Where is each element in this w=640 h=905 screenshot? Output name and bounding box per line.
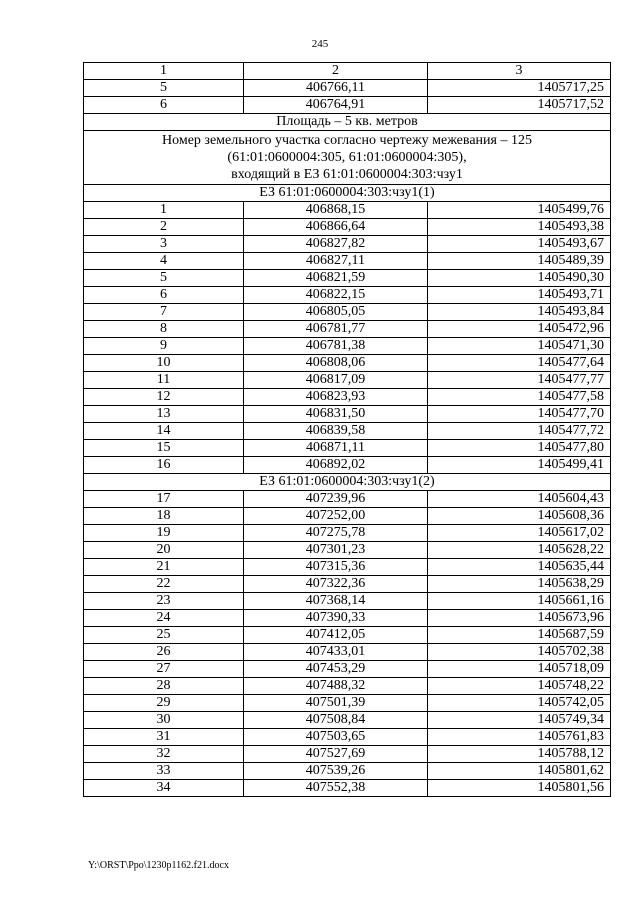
- point-number-cell: 5: [84, 270, 244, 287]
- x-coordinate-cell: 406831,50: [244, 406, 428, 423]
- table-row: [84, 389, 611, 406]
- parcel-description-row: [84, 131, 611, 185]
- y-coordinate-cell: 1405638,29: [428, 576, 611, 593]
- point-number-cell: 2: [84, 219, 244, 236]
- header-row: [84, 63, 611, 80]
- x-coordinate-cell: 407501,39: [244, 695, 428, 712]
- x-coordinate-cell: 406827,11: [244, 253, 428, 270]
- x-coordinate-cell: 407453,29: [244, 661, 428, 678]
- area-text: Площадь – 5 кв. метров: [84, 114, 611, 131]
- table-row: [84, 491, 611, 508]
- page-number: 245: [311, 38, 329, 50]
- point-number-cell: 16: [84, 457, 244, 474]
- point-number-cell: 27: [84, 661, 244, 678]
- x-coordinate-cell: 407252,00: [244, 508, 428, 525]
- x-coordinate-cell: 406764,91: [244, 97, 428, 114]
- x-coordinate-cell: 407412,05: [244, 627, 428, 644]
- y-coordinate-cell: 1405718,09: [428, 661, 611, 678]
- table-row: [84, 457, 611, 474]
- table-row: [84, 304, 611, 321]
- section-title: ЕЗ 61:01:0600004:303:чзу1(1): [84, 185, 611, 202]
- x-coordinate-cell: 406781,38: [244, 338, 428, 355]
- y-coordinate-cell: 1405717,25: [428, 80, 611, 97]
- parcel-description-line: входящий в ЕЗ 61:01:0600004:303:чзу1: [231, 167, 463, 182]
- table-row: [84, 729, 611, 746]
- y-coordinate-cell: 1405490,30: [428, 270, 611, 287]
- point-number-cell: 10: [84, 355, 244, 372]
- table-row: [84, 661, 611, 678]
- x-coordinate-cell: 406827,82: [244, 236, 428, 253]
- header-cell-y: 3: [428, 63, 611, 80]
- point-number-cell: 30: [84, 712, 244, 729]
- y-coordinate-cell: 1405801,56: [428, 780, 611, 797]
- point-number-cell: 32: [84, 746, 244, 763]
- section-title-row: [84, 474, 611, 491]
- y-coordinate-cell: 1405801,62: [428, 763, 611, 780]
- y-coordinate-cell: 1405604,43: [428, 491, 611, 508]
- y-coordinate-cell: 1405748,22: [428, 678, 611, 695]
- table-row: [84, 712, 611, 729]
- point-number-cell: 34: [84, 780, 244, 797]
- x-coordinate-cell: 407275,78: [244, 525, 428, 542]
- file-path-footer: Y:\ORST\Ppo\1230p1162.f21.docx: [88, 860, 229, 871]
- point-number-cell: 8: [84, 321, 244, 338]
- y-coordinate-cell: 1405477,72: [428, 423, 611, 440]
- y-coordinate-cell: 1405628,22: [428, 542, 611, 559]
- parcel-description: [84, 131, 611, 185]
- x-coordinate-cell: 407433,01: [244, 644, 428, 661]
- x-coordinate-cell: 407322,36: [244, 576, 428, 593]
- point-number-cell: 11: [84, 372, 244, 389]
- table-row: [84, 97, 611, 114]
- y-coordinate-cell: 1405477,70: [428, 406, 611, 423]
- point-number-cell: 6: [84, 97, 244, 114]
- y-coordinate-cell: 1405471,30: [428, 338, 611, 355]
- point-number-cell: 33: [84, 763, 244, 780]
- y-coordinate-cell: 1405717,52: [428, 97, 611, 114]
- x-coordinate-cell: 406839,58: [244, 423, 428, 440]
- y-coordinate-cell: 1405617,02: [428, 525, 611, 542]
- point-number-cell: 18: [84, 508, 244, 525]
- point-number-cell: 31: [84, 729, 244, 746]
- y-coordinate-cell: 1405499,41: [428, 457, 611, 474]
- section-title: ЕЗ 61:01:0600004:303:чзу1(2): [84, 474, 611, 491]
- y-coordinate-cell: 1405687,59: [428, 627, 611, 644]
- y-coordinate-cell: 1405477,80: [428, 440, 611, 457]
- y-coordinate-cell: 1405493,71: [428, 287, 611, 304]
- x-coordinate-cell: 407503,65: [244, 729, 428, 746]
- point-number-cell: 13: [84, 406, 244, 423]
- table-row: [84, 338, 611, 355]
- x-coordinate-cell: 407508,84: [244, 712, 428, 729]
- table-row: [84, 406, 611, 423]
- y-coordinate-cell: 1405477,77: [428, 372, 611, 389]
- table-row: [84, 287, 611, 304]
- x-coordinate-cell: 406781,77: [244, 321, 428, 338]
- point-number-cell: 19: [84, 525, 244, 542]
- point-number-cell: 25: [84, 627, 244, 644]
- y-coordinate-cell: 1405493,84: [428, 304, 611, 321]
- point-number-cell: 24: [84, 610, 244, 627]
- x-coordinate-cell: 407527,69: [244, 746, 428, 763]
- point-number-cell: 14: [84, 423, 244, 440]
- x-coordinate-cell: 407315,36: [244, 559, 428, 576]
- point-number-cell: 23: [84, 593, 244, 610]
- point-number-cell: 26: [84, 644, 244, 661]
- area-text-row: [84, 114, 611, 131]
- section-title-row: [84, 185, 611, 202]
- table-row: [84, 440, 611, 457]
- x-coordinate-cell: 407390,33: [244, 610, 428, 627]
- table-row: [84, 508, 611, 525]
- y-coordinate-cell: 1405661,16: [428, 593, 611, 610]
- y-coordinate-cell: 1405477,64: [428, 355, 611, 372]
- parcel-description-line: (61:01:0600004:305, 61:01:0600004:305),: [227, 150, 467, 165]
- point-number-cell: 4: [84, 253, 244, 270]
- table-row: [84, 253, 611, 270]
- y-coordinate-cell: 1405608,36: [428, 508, 611, 525]
- point-number-cell: 5: [84, 80, 244, 97]
- x-coordinate-cell: 406822,15: [244, 287, 428, 304]
- y-coordinate-cell: 1405702,38: [428, 644, 611, 661]
- x-coordinate-cell: 406866,64: [244, 219, 428, 236]
- y-coordinate-cell: 1405477,58: [428, 389, 611, 406]
- coordinates-table: [83, 62, 611, 797]
- point-number-cell: 17: [84, 491, 244, 508]
- table-row: [84, 321, 611, 338]
- table-row: [84, 219, 611, 236]
- x-coordinate-cell: 406766,11: [244, 80, 428, 97]
- y-coordinate-cell: 1405472,96: [428, 321, 611, 338]
- point-number-cell: 21: [84, 559, 244, 576]
- x-coordinate-cell: 407539,26: [244, 763, 428, 780]
- table-row: [84, 576, 611, 593]
- y-coordinate-cell: 1405788,12: [428, 746, 611, 763]
- point-number-cell: 12: [84, 389, 244, 406]
- point-number-cell: 28: [84, 678, 244, 695]
- point-number-cell: 29: [84, 695, 244, 712]
- table-row: [84, 678, 611, 695]
- table-row: [84, 593, 611, 610]
- x-coordinate-cell: 407301,23: [244, 542, 428, 559]
- table-row: [84, 525, 611, 542]
- y-coordinate-cell: 1405749,34: [428, 712, 611, 729]
- point-number-cell: 6: [84, 287, 244, 304]
- table-row: [84, 236, 611, 253]
- coordinates-table-body: [84, 63, 611, 797]
- table-row: [84, 695, 611, 712]
- x-coordinate-cell: 406871,11: [244, 440, 428, 457]
- x-coordinate-cell: 406892,02: [244, 457, 428, 474]
- y-coordinate-cell: 1405761,83: [428, 729, 611, 746]
- x-coordinate-cell: 406823,93: [244, 389, 428, 406]
- table-row: [84, 355, 611, 372]
- table-row: [84, 372, 611, 389]
- point-number-cell: 1: [84, 202, 244, 219]
- x-coordinate-cell: 407488,32: [244, 678, 428, 695]
- y-coordinate-cell: 1405489,39: [428, 253, 611, 270]
- x-coordinate-cell: 407552,38: [244, 780, 428, 797]
- table-row: [84, 423, 611, 440]
- table-row: [84, 627, 611, 644]
- y-coordinate-cell: 1405742,05: [428, 695, 611, 712]
- x-coordinate-cell: 406805,05: [244, 304, 428, 321]
- x-coordinate-cell: 406868,15: [244, 202, 428, 219]
- point-number-cell: 20: [84, 542, 244, 559]
- x-coordinate-cell: 407368,14: [244, 593, 428, 610]
- header-cell-point: 1: [84, 63, 244, 80]
- y-coordinate-cell: 1405635,44: [428, 559, 611, 576]
- x-coordinate-cell: 406808,06: [244, 355, 428, 372]
- table-row: [84, 542, 611, 559]
- point-number-cell: 22: [84, 576, 244, 593]
- point-number-cell: 7: [84, 304, 244, 321]
- table-row: [84, 746, 611, 763]
- x-coordinate-cell: 407239,96: [244, 491, 428, 508]
- table-row: [84, 763, 611, 780]
- x-coordinate-cell: 406821,59: [244, 270, 428, 287]
- point-number-cell: 15: [84, 440, 244, 457]
- point-number-cell: 9: [84, 338, 244, 355]
- table-row: [84, 644, 611, 661]
- table-row: [84, 610, 611, 627]
- point-number-cell: 3: [84, 236, 244, 253]
- header-cell-x: 2: [244, 63, 428, 80]
- x-coordinate-cell: 406817,09: [244, 372, 428, 389]
- table-row: [84, 80, 611, 97]
- table-row: [84, 780, 611, 797]
- table-row: [84, 559, 611, 576]
- y-coordinate-cell: 1405493,67: [428, 236, 611, 253]
- y-coordinate-cell: 1405499,76: [428, 202, 611, 219]
- table-row: [84, 270, 611, 287]
- table-row: [84, 202, 611, 219]
- y-coordinate-cell: 1405673,96: [428, 610, 611, 627]
- y-coordinate-cell: 1405493,38: [428, 219, 611, 236]
- parcel-description-line: Номер земельного участка согласно чертежу межевания – 125: [162, 133, 532, 148]
